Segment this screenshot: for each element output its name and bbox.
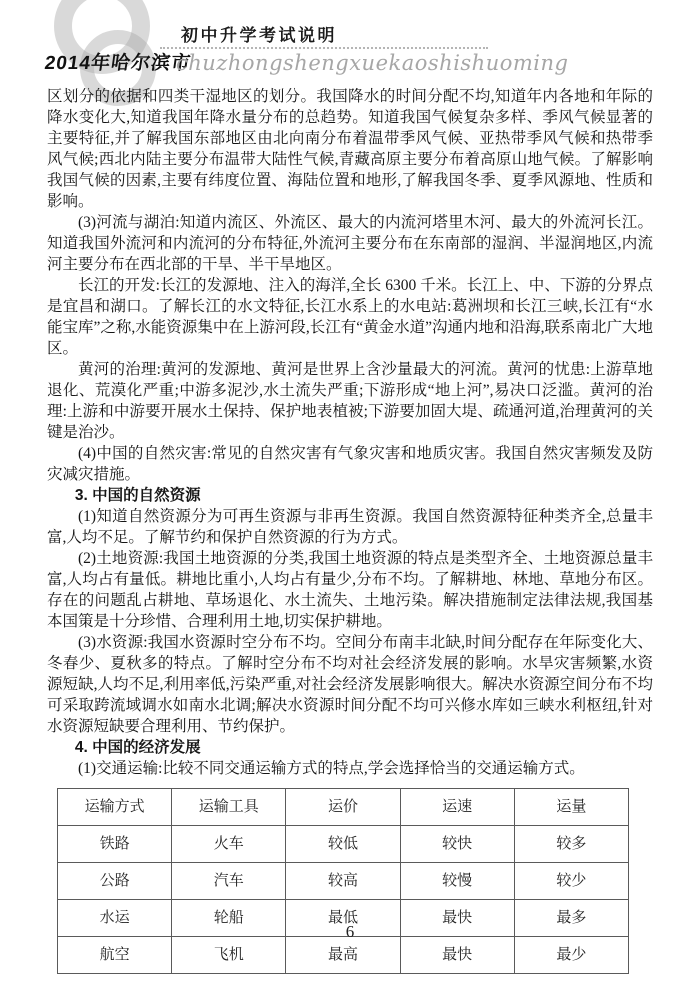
table-cell: 最多 — [514, 900, 628, 937]
body-paragraph: 黄河的治理:黄河的发源地、黄河是世界上含沙量最大的河流。黄河的忧患:上游草地退化、荒漠化严重;中游多泥沙,水土流失严重;下游形成“地上河”,易决口泛滥。黄河的治理:上游和中游要开展水土保持、保护地表植被;下游要加固大堤、疏通河道,治理黄河的关键是治沙。 — [47, 361, 653, 441]
header-dotted-divider — [160, 47, 488, 49]
table-cell: 公路 — [58, 863, 172, 900]
table-cell: 较少 — [514, 863, 628, 900]
table-header-row — [58, 789, 629, 826]
table-cell: 最快 — [400, 937, 514, 974]
page-number: 6 — [345, 922, 355, 941]
header-edition: 2014年哈尔滨市 — [43, 53, 193, 74]
table-cell: 较高 — [286, 863, 400, 900]
table-cell: 较低 — [286, 826, 400, 863]
body-paragraph: (1)知道自然资源分为可再生资源与非再生资源。我国自然资源特征种类齐全,总量丰富,人均不足。了解节约和保护自然资源的行为方式。 — [47, 508, 653, 546]
table-cell: 铁路 — [58, 826, 172, 863]
paragraph-list — [47, 86, 653, 779]
table-cell: 最高 — [286, 937, 400, 974]
table-header-cell: 运输工具 — [172, 789, 286, 826]
header-title: 初中升学考试说明 — [181, 26, 337, 45]
body-paragraph: (3)水资源:我国水资源时空分布不均。空间分布南丰北缺,时间分配存在年际变化大、冬春少、夏秋多的特点。了解时空分布不均对社会经济发展的影响。水旱灾害频繁,水资源短缺,人均不足,利用率低,污染严重,对社会经济发展影响很大。解决水资源空间分布不均可采取跨流域调水如南水北调;解决水资源时间分配不均可兴修水库如三峡水利枢纽,针对水资源短缺要合理利用、节约保护。 — [47, 634, 653, 735]
body-paragraph: 长江的开发:长江的发源地、注入的海洋,全长 6300 千米。长江上、中、下游的分界点是宜昌和湖口。了解长江的水文特征,长江水系上的水电站:葛洲坝和长江三峡,长江有“水能宝库”之称,水能资源集中在上游河段,长江有“黄金水道”沟通内地和沿海,联系南北广大地区。 — [47, 277, 653, 357]
table-cell: 水运 — [58, 900, 172, 937]
table-header-cell: 运价 — [286, 789, 400, 826]
section-heading: 3. 中国的自然资源 — [74, 487, 201, 504]
body-paragraph: (3)河流与湖泊:知道内流区、外流区、最大的内流河塔里木河、最大的外流河长江。知道我国外流河和内流河的分布特征,外流河主要分布在东南部的湿润、半湿润地区,内流河主要分布在西北部的干旱、半干旱地区。 — [47, 214, 653, 273]
table-cell: 飞机 — [172, 937, 286, 974]
table-cell: 最少 — [514, 937, 628, 974]
transport-table-wrap — [57, 788, 653, 974]
table-row — [58, 863, 629, 900]
table-row — [58, 826, 629, 863]
table-row — [58, 937, 629, 974]
table-cell: 最快 — [400, 900, 514, 937]
table-cell: 汽车 — [172, 863, 286, 900]
table-cell: 较慢 — [400, 863, 514, 900]
table-header-cell: 运量 — [514, 789, 628, 826]
header-pinyin: chuzhongshengxuekaoshishuoming — [176, 51, 569, 75]
table-cell: 航空 — [58, 937, 172, 974]
body-paragraph: (4)中国的自然灾害:常见的自然灾害有气象灾害和地质灾害。我国自然灾害频发及防灾减灾措施。 — [47, 445, 653, 483]
section-heading: 4. 中国的经济发展 — [74, 739, 201, 756]
table-body — [58, 826, 629, 974]
table-cell: 最低 — [286, 900, 400, 937]
table-header-cell: 运速 — [400, 789, 514, 826]
table-cell: 火车 — [172, 826, 286, 863]
table-cell: 较多 — [514, 826, 628, 863]
table-cell: 较快 — [400, 826, 514, 863]
document-body — [47, 86, 653, 974]
table-cell: 轮船 — [172, 900, 286, 937]
body-paragraph: 区划分的依据和四类干湿地区的划分。我国降水的时间分配不均,知道年内各地和年际的降水变化大,知道我国年降水量分布的总趋势。知道我国气候复杂多样、季风气候显著的主要特征,并了解我国东部地区由北向南分布着温带季风气候、亚热带季风气候和热带季风气候;西北内陆主要分布温带大陆性气候,青藏高原主要分布着高原山地气候。了解影响我国气候的因素,主要有纬度位置、海陆位置和地形,了解我国冬季、夏季风源地、性质和影响。 — [47, 88, 653, 210]
table-header-cell: 运输方式 — [58, 789, 172, 826]
body-paragraph: (1)交通运输:比较不同交通运输方式的特点,学会选择恰当的交通运输方式。 — [78, 760, 585, 777]
transport-comparison-table — [57, 788, 629, 974]
body-paragraph: (2)土地资源:我国土地资源的分类,我国土地资源的特点是类型齐全、土地资源总量丰富,人均占有量低。耕地比重小,人均占有量少,分布不均。了解耕地、林地、草地分布区。存在的问题乱占耕地、草场退化、水土流失、土地污染。解决措施制定法律法规,我国基本国策是十分珍惜、合理利用土地,切实保护耕地。 — [47, 550, 653, 630]
